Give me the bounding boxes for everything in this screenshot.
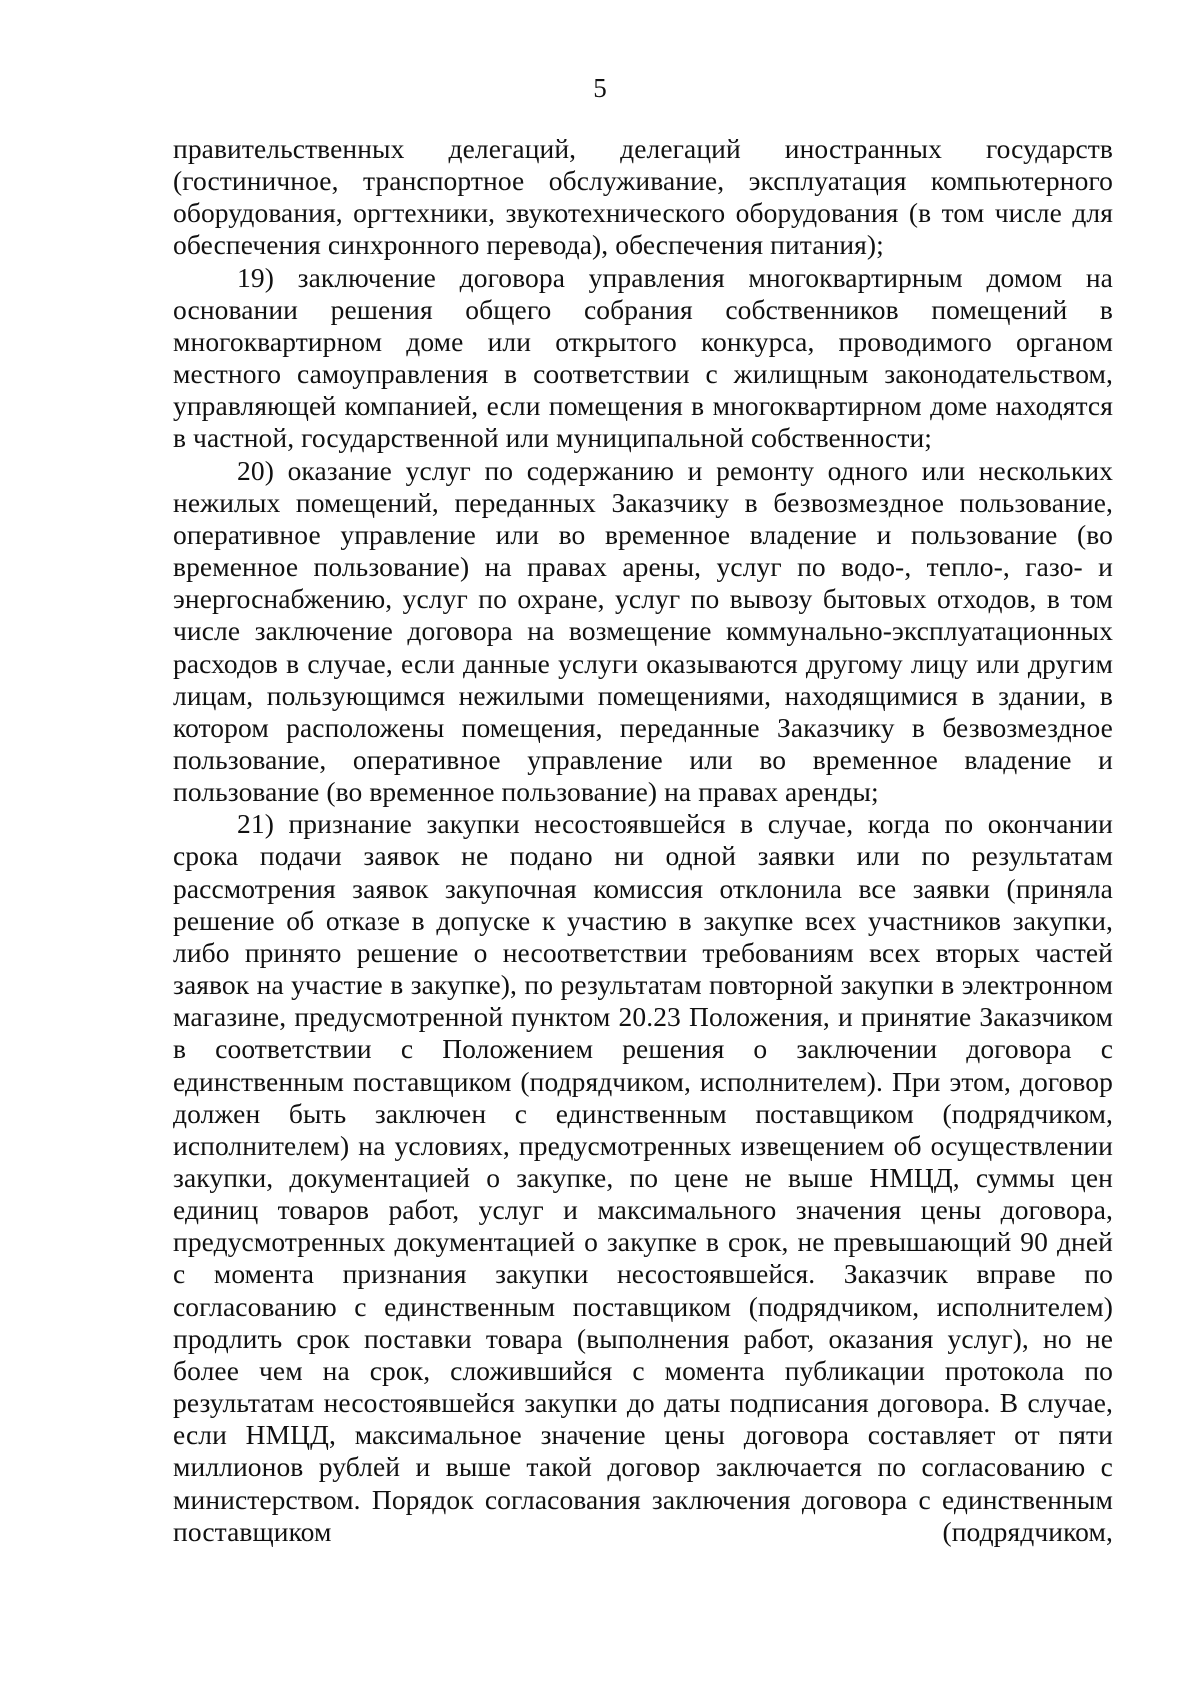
- document-body: [173, 133, 1113, 1548]
- page-number: 5: [593, 73, 607, 103]
- paragraph-item-21: 21) признание закупки несостоявшейся в случае, когда по окончании срока подачи заявок не подано ни одной заявки или по результатам рассмотрения заявок закупочная комиссия отклонила все заявки (приняла решение об отказе в допуске к участию в закупке всех участников закупки, либо принято решение о несоответствии требованиям всех вторых частей заявок на участие в закупке), по результатам повторной закупки в электронном магазине, предусмотренной пунктом 20.23 Положения, и принятие Заказчиком в соответствии с Положением решения о заключении договора с единственным поставщиком (подрядчиком, исполнителем). При этом, договор должен быть заключен с единственным поставщиком (подрядчиком, исполнителем) на условиях, предусмотренных извещением об осуществлении закупки, документацией о закупке, по цене не выше НМЦД, суммы цен единиц товаров работ, услуг и максимального значения цены договора, предусмотренных документацией о закупке в срок, не превышающий 90 дней с момента признания закупки несостоявшейся. Заказчик вправе по согласованию с единственным поставщиком (подрядчиком, исполнителем) продлить срок поставки товара (выполнения работ, оказания услуг), но не более чем на срок, сложившийся с момента публикации протокола по результатам несостоявшейся закупки до даты подписания договора. В случае, если НМЦД, максимальное значение цены договора составляет от пяти миллионов рублей и выше такой договор заключается по согласованию с министерством. Порядок согласования заключения договора с единственным поставщиком (подрядчиком,: [173, 808, 1113, 1547]
- paragraph-item-19: 19) заключение договора управления многоквартирным домом на основании решения общего собрания собственников помещений в многоквартирном доме или открытого конкурса, проводимого органом местного самоуправления в соответствии с жилищным законодательством, управляющей компанией, если помещения в многоквартирном доме находятся в частной, государственной или муниципальной собственности;: [173, 261, 1113, 454]
- paragraph-continuation: правительственных делегаций, делегаций иностранных государств (гостиничное, транспортное обслуживание, эксплуатация компьютерного оборудования, оргтехники, звукотехнического оборудования (в том числе для обеспечения синхронного перевода), обеспечения питания);: [173, 133, 1113, 261]
- paragraph-item-20: 20) оказание услуг по содержанию и ремонту одного или нескольких нежилых помещений, переданных Заказчику в безвозмездное пользование, оперативное управление или во временное владение и пользование (во временное пользование) на правах арены, услуг по водо-, тепло-, газо- и энергоснабжению, услуг по охране, услуг по вывозу бытовых отходов, в том числе заключение договора на возмещение коммунально-эксплуатационных расходов в случае, если данные услуги оказываются другому лицу или другим лицам, пользующимся нежилыми помещениями, находящимися в здании, в котором расположены помещения, переданные Заказчику в безвозмездное пользование, оперативное управление или во временное владение и пользование (во временное пользование) на правах аренды;: [173, 454, 1113, 808]
